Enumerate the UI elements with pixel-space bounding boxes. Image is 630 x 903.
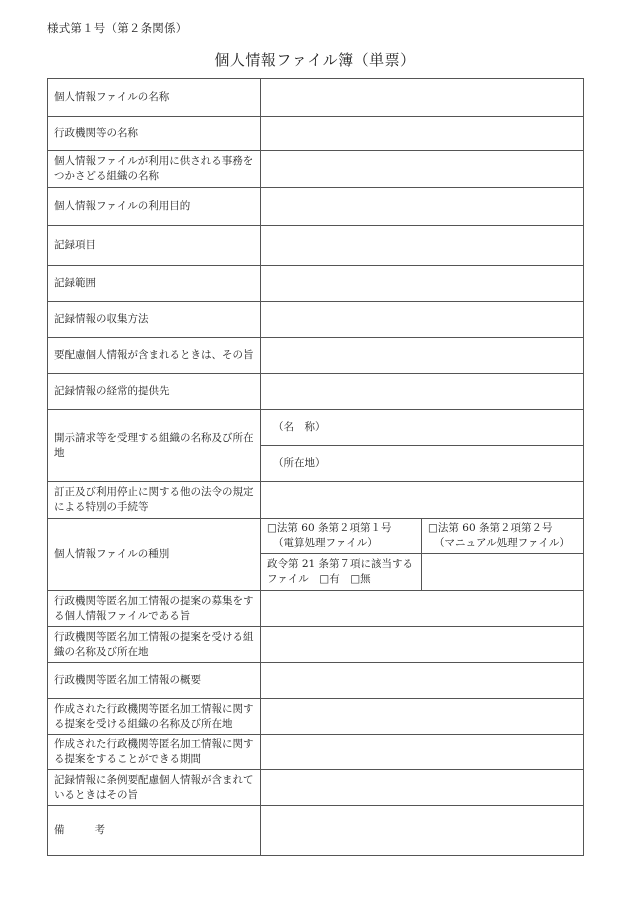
table-row <box>48 226 584 266</box>
remarks-char-1: 備 <box>54 824 65 836</box>
table-row <box>48 302 584 338</box>
value-cell-file-name[interactable] <box>261 79 584 117</box>
value-cell-anon-org[interactable] <box>261 627 584 663</box>
row-label-file-type: 個人情報ファイルの種別 <box>48 519 261 591</box>
row-label-items: 記録項目 <box>48 226 261 266</box>
value-cell-collection[interactable] <box>261 302 584 338</box>
disclosure-location-field[interactable]: （所在地） <box>261 446 584 482</box>
table-row <box>48 188 584 226</box>
table-row <box>48 266 584 302</box>
table-row <box>48 151 584 188</box>
row-label-created-org: 作成された行政機関等匿名加工情報に関する提案を受ける組織の名称及び所在地 <box>48 699 261 735</box>
option-electronic-line1: □法第 60 条第２項第１号 <box>267 522 392 534</box>
row-label-anon-offer: 行政機関等匿名加工情報の提案の募集をする個人情報ファイルである旨 <box>48 591 261 627</box>
value-cell-org-name[interactable] <box>261 151 584 188</box>
file-type-option-electronic[interactable] <box>261 519 422 554</box>
table-row <box>48 735 584 770</box>
option-manual-line2: （マニュアル処理ファイル） <box>434 537 570 549</box>
row-label-agency-name: 行政機関等の名称 <box>48 117 261 151</box>
row-label-correction: 訂正及び利用停止に関する他の法令の規定による特別の手続等 <box>48 482 261 519</box>
table-row <box>48 806 584 856</box>
row-label-ordinance: 記録情報に条例要配慮個人情報が含まれているときはその旨 <box>48 770 261 806</box>
remarks-char-2: 考 <box>94 824 105 836</box>
value-cell-sensitive[interactable] <box>261 338 584 374</box>
value-cell-recipients[interactable] <box>261 374 584 410</box>
table-row <box>48 627 584 663</box>
table-row <box>48 338 584 374</box>
row-label-created-period: 作成された行政機関等匿名加工情報に関する提案をすることができる期間 <box>48 735 261 770</box>
form-number-note: 様式第１号（第２条関係） <box>47 21 188 35</box>
decree-line2: ファイル □有 □無 <box>267 573 371 585</box>
table-row <box>48 770 584 806</box>
table-row <box>48 79 584 117</box>
value-cell-agency-name[interactable] <box>261 117 584 151</box>
value-cell-created-org[interactable] <box>261 699 584 735</box>
row-label-file-name: 個人情報ファイルの名称 <box>48 79 261 117</box>
row-label-anon-summary: 行政機関等匿名加工情報の概要 <box>48 663 261 699</box>
table-row <box>48 117 584 151</box>
row-label-scope: 記録範囲 <box>48 266 261 302</box>
row-label-sensitive: 要配慮個人情報が含まれるときは、その旨 <box>48 338 261 374</box>
value-cell-anon-offer[interactable] <box>261 591 584 627</box>
decree-applicability-field[interactable] <box>261 554 422 591</box>
table-row <box>48 663 584 699</box>
row-label-recipients: 記録情報の経常的提供先 <box>48 374 261 410</box>
table-row <box>48 482 584 519</box>
table-row <box>48 374 584 410</box>
table-row <box>48 410 584 446</box>
value-cell-correction[interactable] <box>261 482 584 519</box>
register-table <box>47 78 584 856</box>
value-cell-scope[interactable] <box>261 266 584 302</box>
value-cell-anon-summary[interactable] <box>261 663 584 699</box>
form-title: 個人情報ファイル簿（単票） <box>214 51 416 69</box>
table-row <box>48 519 584 554</box>
value-cell-created-period[interactable] <box>261 735 584 770</box>
row-label-org-name: 個人情報ファイルが利用に供される事務をつかさどる組織の名称 <box>48 151 261 188</box>
file-type-option-manual[interactable] <box>422 519 584 554</box>
disclosure-name-field[interactable]: （名 称） <box>261 410 584 446</box>
row-label-purpose: 個人情報ファイルの利用目的 <box>48 188 261 226</box>
option-electronic-line2: （電算処理ファイル） <box>273 537 378 549</box>
value-cell-ordinance[interactable] <box>261 770 584 806</box>
value-cell-purpose[interactable] <box>261 188 584 226</box>
row-label-remarks <box>48 806 261 856</box>
file-type-blank-cell <box>422 554 584 591</box>
row-label-disclosure-org: 開示請求等を受理する組織の名称及び所在地 <box>48 410 261 482</box>
value-cell-remarks[interactable] <box>261 806 584 856</box>
decree-line1: 政令第 21 条第７項に該当する <box>267 558 414 570</box>
value-cell-items[interactable] <box>261 226 584 266</box>
row-label-collection: 記録情報の収集方法 <box>48 302 261 338</box>
row-label-anon-org: 行政機関等匿名加工情報の提案を受ける組織の名称及び所在地 <box>48 627 261 663</box>
table-row <box>48 699 584 735</box>
table-row <box>48 591 584 627</box>
option-manual-line1: □法第 60 条第２項第２号 <box>428 522 553 534</box>
